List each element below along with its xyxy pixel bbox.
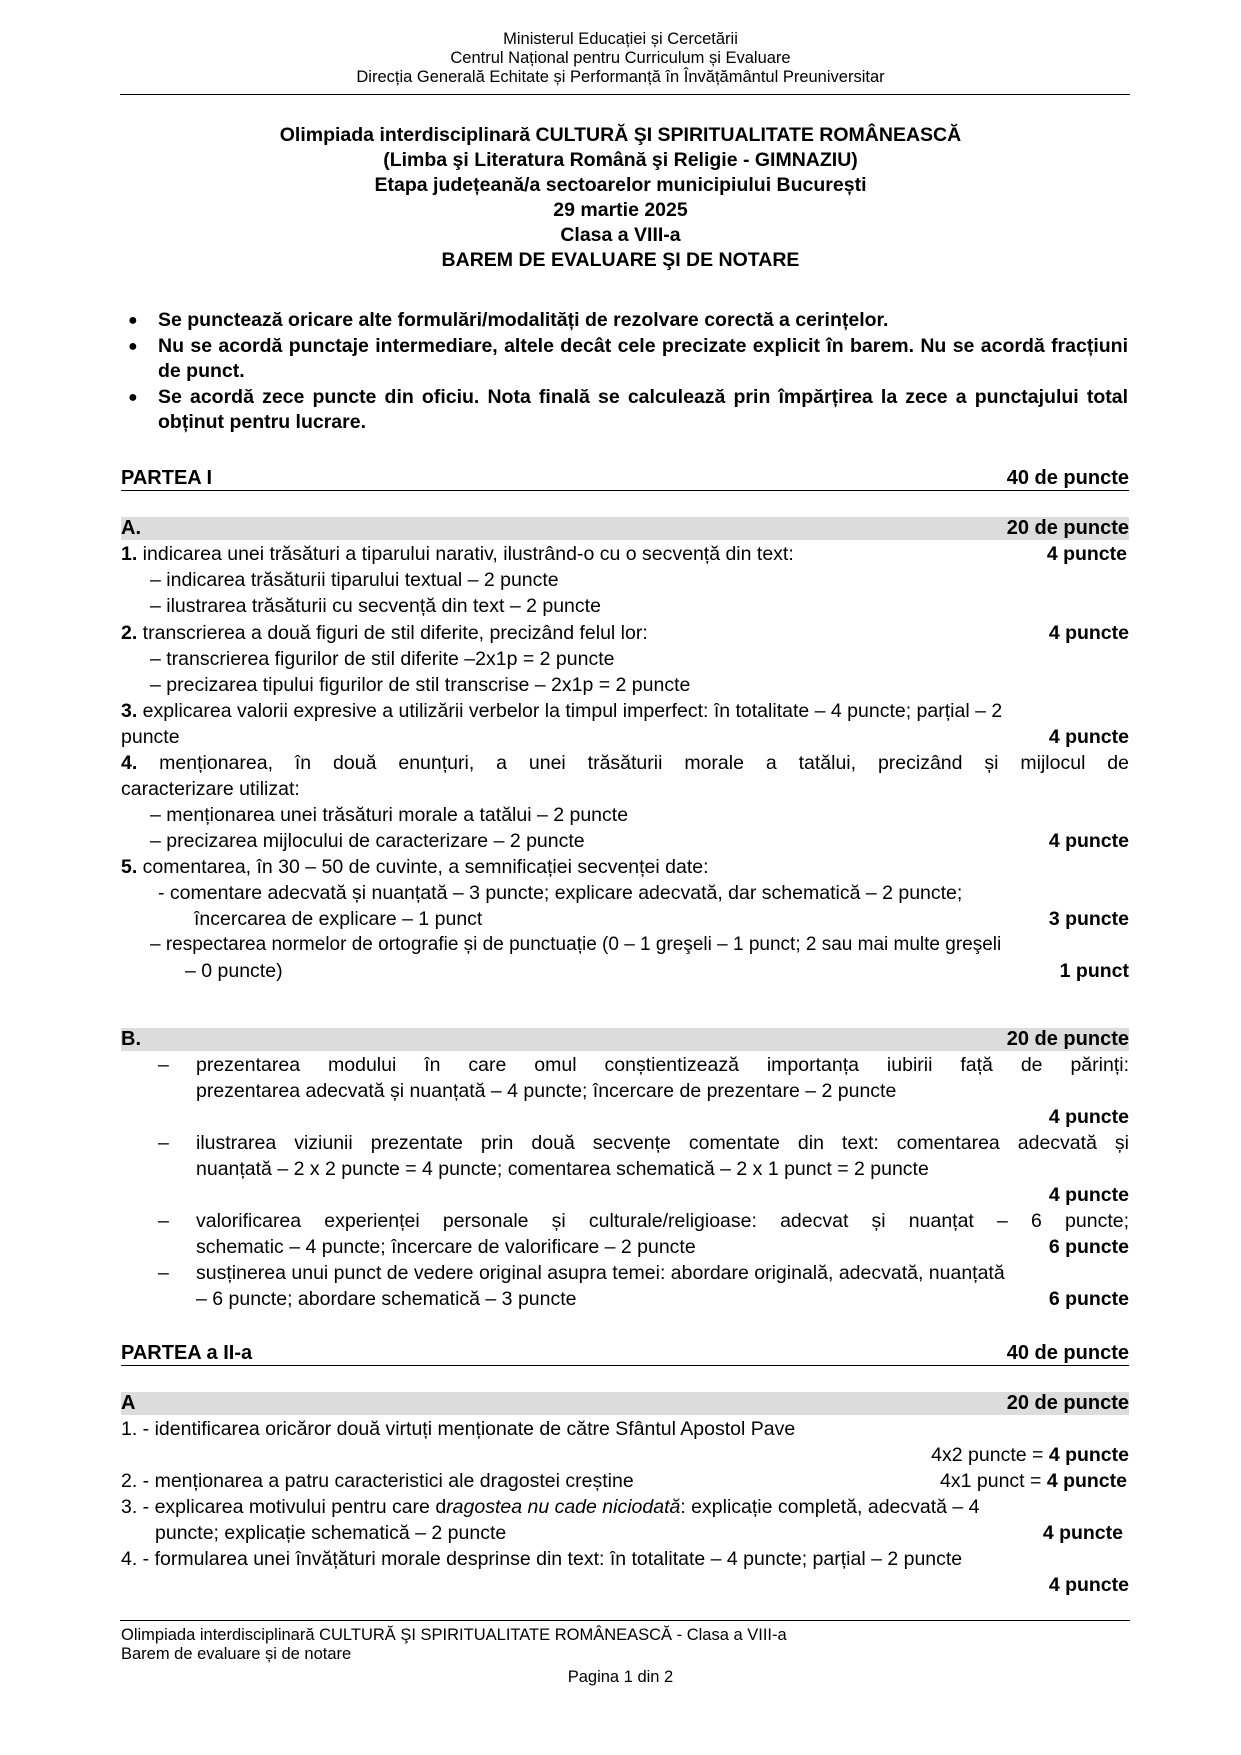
bullet-icon: ● bbox=[128, 389, 138, 406]
item4-text: 4. menționarea, în două enunțuri, a unei trăsăturii morale a tatălui, precizând și mijlocul de bbox=[121, 752, 1129, 774]
b4-points: 6 puncte bbox=[1048, 1288, 1129, 1310]
item1-sub1: – indicarea trăsăturii tiparului textual – 2 puncte bbox=[150, 569, 559, 591]
part1-points: 40 de puncte bbox=[1006, 467, 1129, 489]
item1-text: 1. indicarea unei trăsături a tiparului narativ, ilustrând-o cu o secvență din text: bbox=[121, 543, 794, 565]
item5-sub1: - comentare adecvată și nuanțată – 3 puncte; explicare adecvată, dar schematică – 2 puncte; bbox=[158, 882, 963, 904]
item5-text: 5. comentarea, în 30 – 50 de cuvinte, a semnificației secvenței date: bbox=[121, 856, 709, 878]
title-date: 29 martie 2025 bbox=[553, 199, 688, 221]
b1-dash: – bbox=[158, 1054, 169, 1076]
p2-item3-points: 4 puncte bbox=[1042, 1522, 1123, 1544]
b3-points: 6 puncte bbox=[1048, 1236, 1129, 1258]
secB-points: 20 de puncte bbox=[1006, 1028, 1129, 1050]
p2-item3-text: 3. - explicarea motivului pentru care dragostea nu cade niciodată: explicație completă, adecvată – 4 bbox=[121, 1496, 980, 1518]
part2-secA-points: 20 de puncte bbox=[1006, 1392, 1129, 1414]
item5-sub2: – respectarea normelor de ortografie și de punctuație (0 – 1 greşeli – 1 punct; 2 sau mai multe greşeli bbox=[150, 934, 1002, 955]
part2-heading bbox=[121, 1340, 1129, 1366]
part1-heading bbox=[121, 465, 1129, 491]
secB-label: B. bbox=[121, 1028, 141, 1050]
title-subjects: (Limba şi Literatura Română şi Religie - GIMNAZIU) bbox=[383, 149, 858, 171]
p2-item2-score: 4x1 punct = 4 puncte bbox=[940, 1470, 1127, 1492]
item5-sub1-points: 3 puncte bbox=[1048, 908, 1129, 930]
item2-points: 4 puncte bbox=[1048, 622, 1129, 644]
b3-dash: – bbox=[158, 1210, 169, 1232]
item2-sub2: – precizarea tipului figurilor de stil transcrise – 2x1p = 2 puncte bbox=[150, 674, 691, 696]
item4-points: 4 puncte bbox=[1048, 830, 1129, 852]
item1-sub2: – ilustrarea trăsăturii cu secvență din text – 2 puncte bbox=[150, 595, 601, 617]
part1-secB-heading bbox=[121, 1028, 1129, 1051]
ministry-header bbox=[0, 30, 1241, 87]
item5-sub2-points: 1 punct bbox=[1059, 960, 1129, 982]
part2-secA-heading bbox=[121, 1392, 1129, 1415]
item5-sub2-cont: – 0 puncte) bbox=[185, 960, 283, 982]
footer-olympiad: Olimpiada interdisciplinară CULTURĂ ŞI SPIRITUALITATE ROMÂNEASCĂ - Clasa a VIII-a bbox=[121, 1626, 787, 1644]
footer-barem: Barem de evaluare și de notare bbox=[121, 1645, 352, 1663]
secA-points: 20 de puncte bbox=[1006, 517, 1129, 539]
title-stage: Etapa județeană/a sectoarelor municipiului București bbox=[374, 174, 867, 196]
b2-dash: – bbox=[158, 1132, 169, 1154]
title-olympiad: Olimpiada interdisciplinară CULTURĂ ŞI SPIRITUALITATE ROMÂNEASCĂ bbox=[279, 124, 962, 146]
instruction-item: ● Se punctează oricare alte formulări/modalități de rezolvare corectă a cerințelor. bbox=[128, 309, 889, 331]
header-line-direction: Direcția Generală Echitate și Performanță în Învățământul Preuniversitar bbox=[356, 68, 885, 86]
b3-text: valorificarea experienței personale și culturale/religioase: adecvat și nuanțat – 6 puncte; bbox=[196, 1210, 1129, 1232]
p2-item1-score: 4x2 puncte = 4 puncte bbox=[931, 1444, 1129, 1466]
item3-points: 4 puncte bbox=[1048, 726, 1129, 748]
title-grade: Clasa a VIII-a bbox=[560, 224, 681, 246]
b2-points: 4 puncte bbox=[1048, 1184, 1129, 1206]
item2-text: 2. transcrierea a două figuri de stil diferite, precizând felul lor: bbox=[121, 622, 648, 644]
secA-label: A. bbox=[121, 517, 141, 539]
item4-sub1: – menționarea unei trăsături morale a tatălui – 2 puncte bbox=[150, 804, 629, 826]
part2-points: 40 de puncte bbox=[1006, 1342, 1129, 1364]
p2-item4-text: 4. - formularea unei învățături morale desprinse din text: în totalitate – 4 puncte; parțial – 2 puncte bbox=[121, 1548, 963, 1570]
instruction-item: ● Se acordă zece puncte din oficiu. Nota finală se calculează prin împărțirea la zece a punctajului total obținut pentru lucrare. bbox=[128, 386, 1128, 433]
part2-title: PARTEA a II-a bbox=[121, 1342, 253, 1364]
item3-text: 3. explicarea valorii expresive a utilizării verbelor la timpul imperfect: în totalitate – 4 puncte; parțial – 2 bbox=[121, 700, 1003, 722]
b4-text: susținerea unui punct de vedere original asupra temei: abordare originală, adecvată, nuanțată bbox=[196, 1262, 1005, 1284]
p2-item1-text: 1. - identificarea oricăror două virtuți menționate de către Sfântul Apostol Pave bbox=[121, 1418, 796, 1440]
footer-divider bbox=[120, 1620, 1130, 1621]
header-divider bbox=[120, 94, 1130, 95]
header-line-ministry: Ministerul Educației și Cercetării bbox=[503, 30, 738, 48]
b1-text: prezentarea modului în care omul conștientizează importanța iubirii față de părinți: bbox=[196, 1054, 1129, 1076]
b4-text-cont: – 6 puncte; abordare schematică – 3 puncte bbox=[196, 1288, 577, 1310]
general-instructions bbox=[128, 308, 1128, 436]
b1-text-cont: prezentarea adecvată și nuanțată – 4 puncte; încercare de prezentare – 2 puncte bbox=[196, 1080, 897, 1102]
part2-secA-label: A bbox=[121, 1392, 136, 1414]
document-title bbox=[0, 123, 1241, 273]
bullet-icon: ● bbox=[128, 312, 138, 329]
page-number: Pagina 1 din 2 bbox=[567, 1668, 674, 1686]
b2-text-cont: nuanțată – 2 x 2 puncte = 4 puncte; comentarea schematică – 2 x 1 punct = 2 puncte bbox=[196, 1158, 929, 1180]
item4-text-cont: caracterizare utilizat: bbox=[121, 778, 300, 800]
b2-text: ilustrarea viziunii prezentate prin două secvențe comentate din text: comentarea adecvată și bbox=[196, 1132, 1129, 1154]
p2-item3-text-cont: puncte; explicație schematică – 2 puncte bbox=[155, 1522, 507, 1544]
item3-text-cont: puncte bbox=[121, 726, 180, 748]
p2-item2-text: 2. - menționarea a patru caracteristici ale dragostei creștine bbox=[121, 1470, 634, 1492]
item1-points: 4 puncte bbox=[1046, 543, 1127, 565]
b3-text-cont: schematic – 4 puncte; încercare de valorificare – 2 puncte bbox=[196, 1236, 696, 1258]
part1-title: PARTEA I bbox=[121, 467, 213, 489]
part1-secA-heading bbox=[121, 517, 1129, 540]
item5-sub1-cont: încercarea de explicare – 1 punct bbox=[194, 908, 483, 930]
b4-dash: – bbox=[158, 1262, 169, 1284]
p2-item4-points: 4 puncte bbox=[1048, 1574, 1129, 1596]
b1-points: 4 puncte bbox=[1048, 1106, 1129, 1128]
instruction-item: ● Nu se acordă punctaje intermediare, altele decât cele precizate explicit în barem. Nu se acordă fracțiuni de punct. bbox=[128, 335, 1128, 382]
title-barem: BAREM DE EVALUARE ŞI DE NOTARE bbox=[441, 249, 800, 271]
header-line-center: Centrul Național pentru Curriculum și Evaluare bbox=[450, 49, 791, 67]
item4-sub2: – precizarea mijlocului de caracterizare – 2 puncte bbox=[150, 830, 585, 852]
item2-sub1: – transcrierea figurilor de stil diferite –2x1p = 2 puncte bbox=[150, 648, 615, 670]
bullet-icon: ● bbox=[128, 338, 138, 355]
